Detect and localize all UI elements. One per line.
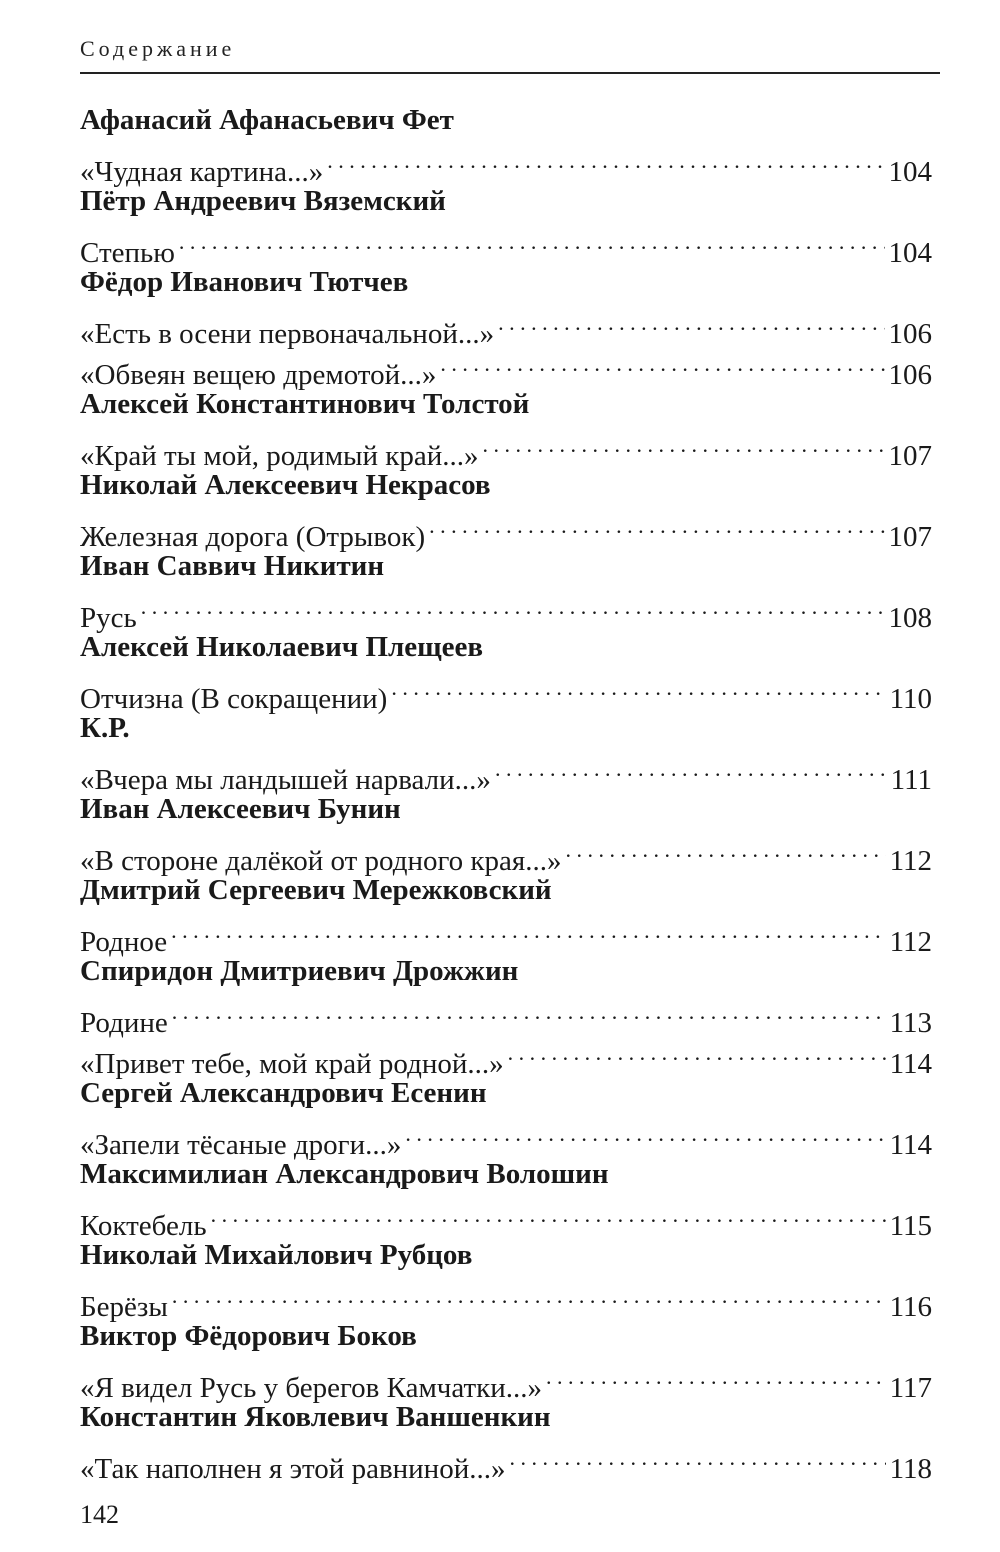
dot-leader	[141, 586, 885, 627]
toc-entry[interactable]	[80, 140, 932, 188]
toc-entry[interactable]	[80, 748, 932, 796]
toc-author-group	[80, 627, 932, 715]
entry-title: «Запели тёсаные дроги...»	[80, 1129, 402, 1161]
entry-page-number: 112	[889, 926, 932, 958]
toc-author-group	[80, 789, 932, 877]
toc-author-group	[80, 262, 932, 391]
author-name: Афанасий Афанасьевич Фет	[80, 104, 454, 136]
toc-entry[interactable]	[80, 1032, 932, 1080]
entry-page-number: 106	[888, 318, 932, 350]
entry-page-number: 114	[889, 1129, 932, 1161]
toc-entry[interactable]	[80, 505, 932, 553]
entry-page-number: 106	[888, 359, 932, 391]
toc-author-group	[80, 546, 932, 634]
entry-title: Родное	[80, 926, 168, 958]
author-name: Сергей Александрович Есенин	[80, 1077, 487, 1109]
dot-leader	[405, 1113, 885, 1154]
toc-entry[interactable]	[80, 1194, 932, 1242]
toc-author-group	[80, 1154, 932, 1242]
toc-entry[interactable]	[80, 1113, 932, 1161]
dot-leader	[179, 221, 885, 262]
author-name: Фёдор Иванович Тютчев	[80, 266, 409, 298]
entry-title: «Привет тебе, мой край родной...»	[80, 1048, 504, 1080]
toc-entry[interactable]	[80, 424, 932, 472]
header-rule	[80, 72, 940, 74]
entry-title: Железная дорога (Отрывок)	[80, 521, 426, 553]
entry-page-number: 111	[890, 764, 932, 796]
entry-page-number: 115	[889, 1210, 932, 1242]
author-name: Константин Яковлевич Ваншенкин	[80, 1401, 551, 1433]
toc-entry[interactable]	[80, 829, 932, 877]
entry-page-number: 107	[888, 440, 932, 472]
dot-leader	[440, 343, 884, 384]
author-name: Иван Саввич Никитин	[80, 550, 385, 582]
toc-entry[interactable]	[80, 1437, 932, 1485]
toc-author-group	[80, 1235, 932, 1323]
entry-title: Русь	[80, 602, 137, 634]
toc-author-group	[80, 384, 932, 472]
author-name: Иван Алексеевич Бунин	[80, 793, 401, 825]
dot-leader	[483, 424, 885, 465]
toc-author-group	[80, 100, 932, 188]
entry-page-number: 104	[888, 237, 932, 269]
dot-leader	[391, 667, 885, 708]
dot-leader	[172, 1275, 886, 1316]
entry-title: «Есть в осени первоначальной...»	[80, 318, 495, 350]
entry-page-number: 108	[888, 602, 932, 634]
toc-author-group	[80, 708, 932, 796]
toc-author-group	[80, 1316, 932, 1404]
dot-leader	[211, 1194, 886, 1235]
dot-leader	[327, 140, 884, 181]
dot-leader	[509, 1437, 885, 1478]
dot-leader	[498, 302, 884, 343]
entry-title: Отчизна (В сокращении)	[80, 683, 388, 715]
toc-author-group	[80, 1397, 932, 1485]
toc-entry[interactable]	[80, 667, 932, 715]
author-name: Алексей Николаевич Плещеев	[80, 631, 484, 663]
dot-leader	[171, 910, 885, 951]
entry-page-number: 110	[889, 683, 932, 715]
entry-title: «Я видел Русь у берегов Камчатки...»	[80, 1372, 543, 1404]
toc-entry[interactable]	[80, 991, 932, 1039]
toc-author-group	[80, 465, 932, 553]
entry-page-number: 118	[889, 1453, 932, 1485]
entry-title: Берёзы	[80, 1291, 168, 1323]
entry-title: «Обвеян вещею дремотой...»	[80, 359, 437, 391]
entry-page-number: 117	[889, 1372, 932, 1404]
entry-page-number: 114	[889, 1048, 932, 1080]
entry-page-number: 112	[889, 845, 932, 877]
entry-title: «Вчера мы ландышей нарвали...»	[80, 764, 491, 796]
table-of-contents	[80, 100, 932, 1485]
toc-entry[interactable]	[80, 586, 932, 634]
dot-leader	[565, 829, 885, 870]
author-name: Максимилиан Александрович Волошин	[80, 1158, 609, 1190]
toc-author-group	[80, 1073, 932, 1161]
toc-entry[interactable]	[80, 1275, 932, 1323]
toc-author-group	[80, 181, 932, 269]
toc-entry[interactable]	[80, 910, 932, 958]
entry-title: «Так наполнен я этой равниной...»	[80, 1453, 506, 1485]
author-name: Николай Алексеевич Некрасов	[80, 469, 491, 501]
entry-title: «Край ты мой, родимый край...»	[80, 440, 479, 472]
running-head: Содержание	[80, 36, 236, 61]
page-number: 142	[80, 1500, 119, 1529]
toc-author-group	[80, 870, 932, 958]
toc-entry[interactable]	[80, 302, 932, 350]
dot-leader	[495, 748, 887, 789]
entry-title: «Чудная картина...»	[80, 156, 324, 188]
author-name: Виктор Фёдорович Боков	[80, 1320, 417, 1352]
dot-leader	[429, 505, 884, 546]
entry-title: Родине	[80, 1007, 168, 1039]
entry-page-number: 116	[889, 1291, 932, 1323]
dot-leader	[546, 1356, 886, 1397]
author-name: К.Р.	[80, 712, 130, 744]
toc-entry[interactable]	[80, 221, 932, 269]
author-name: Спиридон Дмитриевич Дрожжин	[80, 955, 519, 987]
entry-title: Коктебель	[80, 1210, 207, 1242]
entry-title: «В стороне далёкой от родного края...»	[80, 845, 562, 877]
author-name: Дмитрий Сергеевич Мережковский	[80, 874, 552, 906]
entry-page-number: 113	[889, 1007, 932, 1039]
entry-page-number: 104	[888, 156, 932, 188]
toc-author-group	[80, 951, 932, 1080]
author-name: Николай Михайлович Рубцов	[80, 1239, 473, 1271]
toc-entry[interactable]	[80, 1356, 932, 1404]
dot-leader	[172, 991, 886, 1032]
entry-title: Степью	[80, 237, 175, 269]
entry-page-number: 107	[888, 521, 932, 553]
dot-leader	[508, 1032, 886, 1073]
author-name: Пётр Андреевич Вяземский	[80, 185, 446, 217]
author-name: Алексей Константинович Толстой	[80, 388, 530, 420]
